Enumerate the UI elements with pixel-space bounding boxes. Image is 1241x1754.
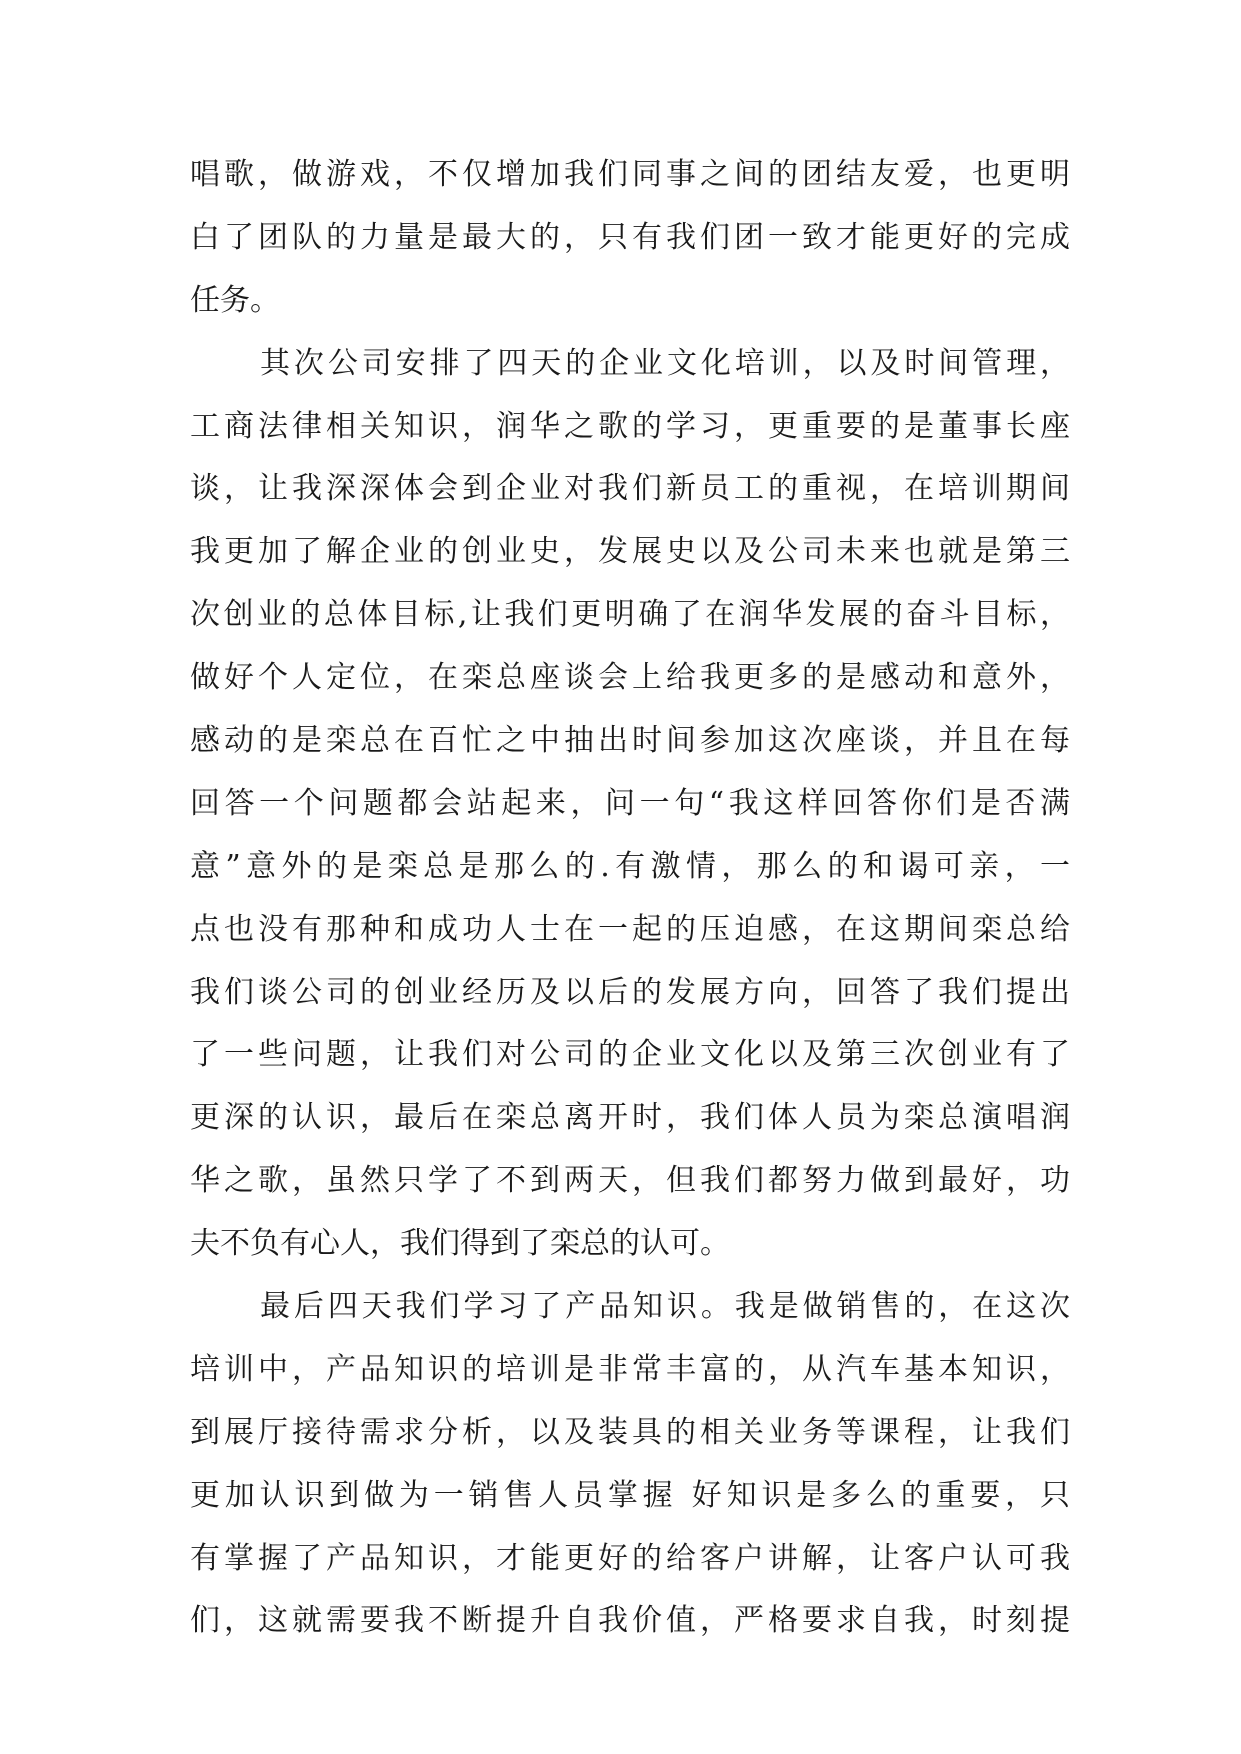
- text-line: 更深的认识，最后在栾总离开时，我们体人员为栾总演唱润: [190, 1100, 1070, 1136]
- text-line: 我更加了解企业的创业史，发展史以及公司未来也就是第三: [190, 534, 1070, 570]
- text-line: 了一些问题，让我们对公司的企业文化以及第三次创业有了: [190, 1037, 1070, 1073]
- text-line: 培训中，产品知识的培训是非常丰富的，从汽车基本知识，: [190, 1351, 1070, 1387]
- text-line: 点也没有那种和成功人士在一起的压迫感，在这期间栾总给: [190, 911, 1070, 947]
- text-line: 夫不负有心人，我们得到了栾总的认可。: [190, 1226, 730, 1262]
- text-line: 到展厅接待需求分析，以及装具的相关业务等课程，让我们: [190, 1414, 1070, 1450]
- text-line: 有掌握了产品知识，才能更好的给客户讲解，让客户认可我: [190, 1540, 1070, 1576]
- text-line: 做好个人定位，在栾总座谈会上给我更多的是感动和意外，: [190, 660, 1070, 696]
- text-line: 意”意外的是栾总是那么的.有激情，那么的和谒可亲，一: [190, 848, 1070, 884]
- text-line: 次创业的总体目标,让我们更明确了在润华发展的奋斗目标，: [190, 597, 1070, 633]
- text-line: 回答一个问题都会站起来，问一句“我这样回答你们是否满: [190, 785, 1070, 821]
- text-line: 们，这就需要我不断提升自我价值，严格要求自我，时刻提: [190, 1603, 1070, 1639]
- text-line: 我们谈公司的创业经历及以后的发展方向，回答了我们提出: [190, 974, 1070, 1010]
- text-line: 唱歌，做游戏，不仅增加我们同事之间的团结友爱，也更明: [190, 157, 1070, 192]
- text-line: 更加认识到做为一销售人员掌握 好知识是多么的重要，只: [190, 1477, 1070, 1513]
- text-line: 其次公司安排了四天的企业文化培训，以及时间管理，: [260, 345, 1070, 381]
- text-line: 最后四天我们学习了产品知识。我是做销售的，在这次: [260, 1289, 1070, 1325]
- text-line: 工商法律相关知识，润华之歌的学习，更重要的是董事长座: [190, 408, 1070, 444]
- text-line: 谈，让我深深体会到企业对我们新员工的重视，在培训期间: [190, 471, 1070, 507]
- text-line: 感动的是栾总在百忙之中抽出时间参加这次座谈，并且在每: [190, 723, 1070, 759]
- body-text: [190, 158, 1070, 1667]
- text-line: 任务。: [190, 282, 280, 318]
- text-line: 华之歌，虽然只学了不到两天，但我们都努力做到最好，功: [190, 1163, 1070, 1199]
- text-line: 白了团队的力量是最大的，只有我们团一致才能更好的完成: [190, 219, 1070, 255]
